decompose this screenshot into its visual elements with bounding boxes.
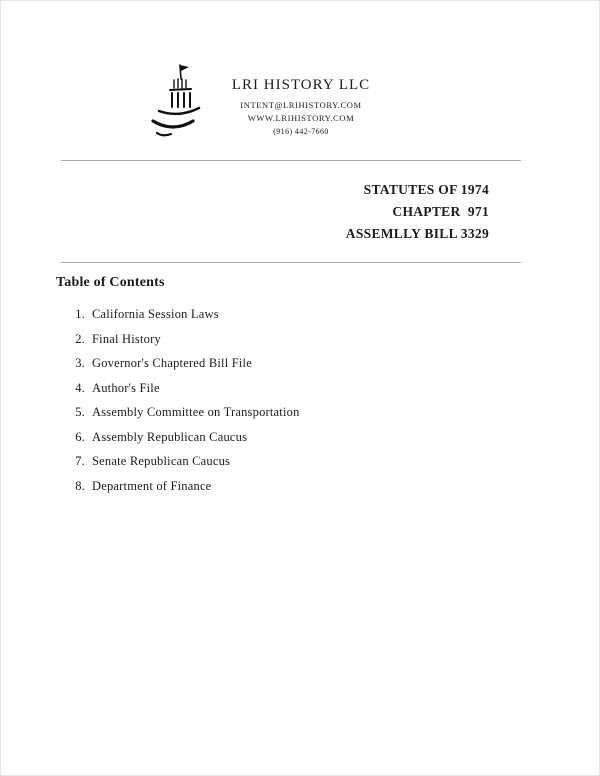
- toc-item-number: 4.: [75, 380, 85, 395]
- toc-item-number: 6.: [75, 429, 85, 444]
- toc-item-number: 1.: [75, 307, 85, 321]
- company-website: WWW.LRIHISTORY.COM: [247, 113, 355, 123]
- divider-top: [61, 160, 521, 161]
- bill-line: ASSEMLLY BILL 3329: [345, 226, 489, 241]
- toc-item-label: Assembly Republican Caucus: [92, 429, 248, 444]
- chapter-line: CHAPTER 971: [392, 204, 489, 219]
- company-email: INTENT@LRIHISTORY.COM: [240, 100, 362, 110]
- toc-item-label: Final History: [92, 331, 161, 346]
- toc-item: [69, 356, 529, 381]
- toc-item: [69, 332, 529, 357]
- toc-item: [69, 479, 529, 504]
- toc-item-number: 2.: [75, 331, 85, 346]
- toc-item-number: 5.: [75, 405, 85, 419]
- toc-heading: Table of Contents: [56, 275, 165, 290]
- toc-item-label: Assembly Committee on Transportation: [92, 405, 300, 419]
- toc-item-label: Author's File: [92, 380, 160, 395]
- toc-item-label: Governor's Chaptered Bill File: [92, 356, 252, 370]
- statutes-line: STATUTES OF 1974: [363, 182, 489, 197]
- divider-bottom: [61, 262, 521, 263]
- toc-item-label: California Session Laws: [92, 307, 219, 321]
- toc-item-label: Senate Republican Caucus: [92, 454, 231, 468]
- company-name: LRI HISTORY LLC: [231, 77, 371, 93]
- toc-list: [69, 307, 529, 503]
- letterhead: [1, 77, 600, 138]
- statute-title-block: [346, 179, 489, 245]
- toc-item-number: 3.: [75, 356, 85, 370]
- toc-item: [69, 381, 529, 406]
- toc-item: [69, 430, 529, 455]
- toc-item: [69, 307, 529, 332]
- toc-item-number: 8.: [75, 478, 85, 493]
- toc-item: [69, 454, 529, 479]
- toc-item: [69, 405, 529, 430]
- company-phone: (916) 442-7660: [273, 127, 329, 136]
- toc-item-label: Department of Finance: [92, 478, 212, 493]
- toc-item-number: 7.: [75, 454, 85, 468]
